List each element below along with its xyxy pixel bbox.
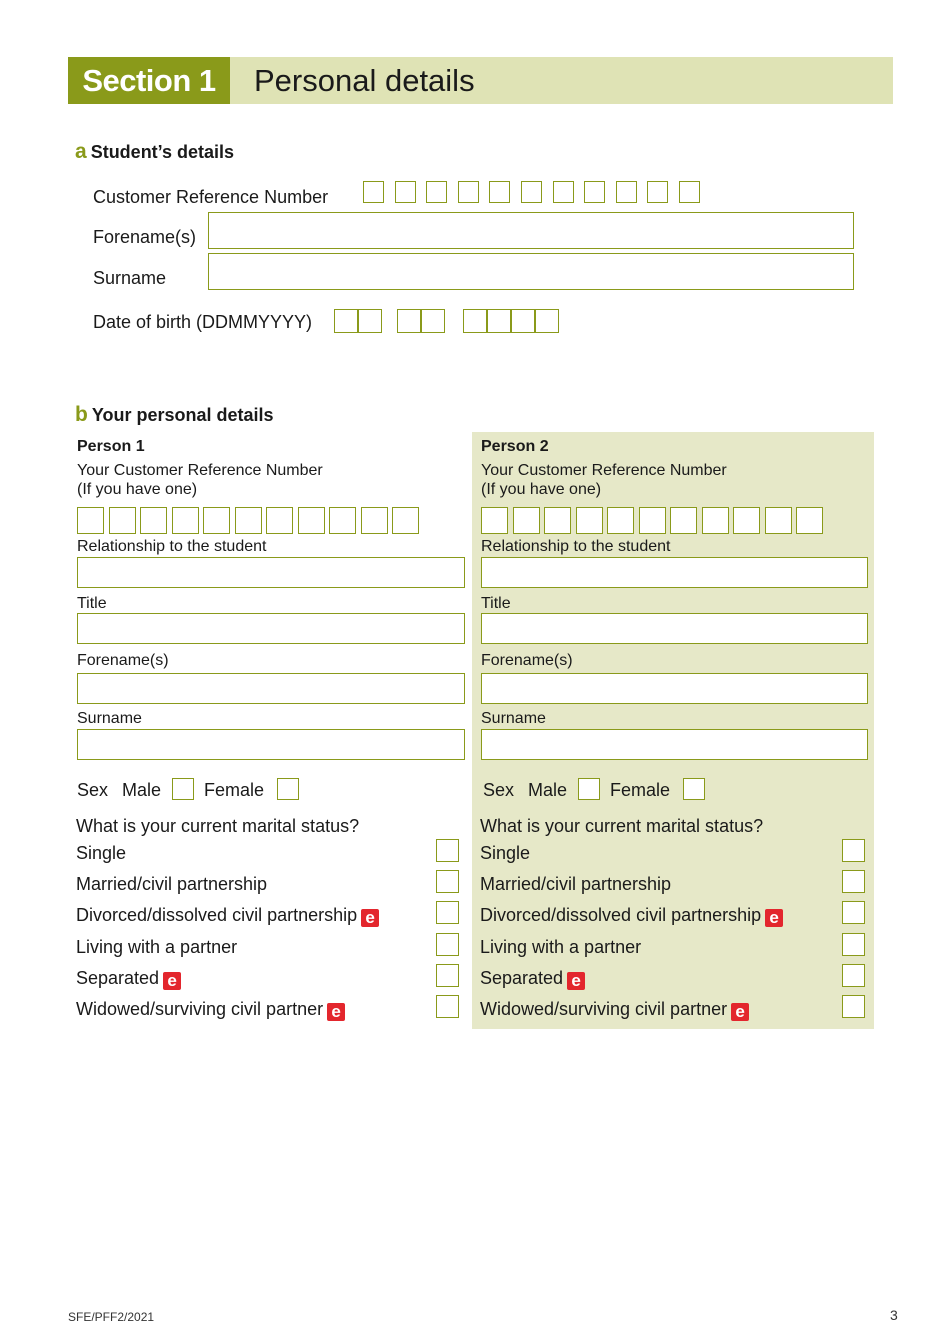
dob-day-box[interactable] xyxy=(358,309,382,333)
person-1-marital-option-label: Single xyxy=(76,843,127,863)
person-2-surname-field[interactable] xyxy=(481,729,868,760)
person-2-marital-checkbox[interactable] xyxy=(842,839,865,862)
person-1-title-field[interactable] xyxy=(77,613,465,644)
person-1-marital-option xyxy=(76,842,126,864)
evidence-required-icon: e xyxy=(731,1003,749,1021)
student-crn-digit-box[interactable] xyxy=(521,181,542,203)
person-1-female-label: Female xyxy=(204,780,265,800)
person-2-marital-option xyxy=(480,998,749,1021)
student-surname-field[interactable] xyxy=(208,253,854,290)
person-2-female-checkbox[interactable] xyxy=(683,778,705,800)
person-1-marital-option xyxy=(76,998,345,1021)
student-forename-label: Forename(s) xyxy=(93,227,197,247)
person-2-title-field[interactable] xyxy=(481,613,868,644)
person-2-marital-question: What is your current marital status? xyxy=(480,816,764,836)
part-letter-a: a xyxy=(75,140,87,163)
dob-year-box[interactable] xyxy=(463,309,487,333)
person-1-female-checkbox[interactable] xyxy=(277,778,299,800)
student-crn-label: Customer Reference Number xyxy=(93,187,329,207)
person-2-title-label: Title xyxy=(481,595,511,612)
person-2-sex-label: Sex xyxy=(483,780,515,800)
students-details-heading xyxy=(75,140,234,164)
person-2-crn-digit-box[interactable] xyxy=(481,507,508,534)
person-2-marital-option xyxy=(480,967,585,990)
person-1-crn-digit-box[interactable] xyxy=(392,507,419,534)
section-title: Personal details xyxy=(254,63,475,98)
personal-details-heading xyxy=(75,403,274,427)
person-1-marital-checkbox[interactable] xyxy=(436,839,459,862)
person-1-crn-digit-box[interactable] xyxy=(77,507,104,534)
person-1-marital-option-label: Living with a partner xyxy=(76,936,238,957)
person-2-marital-option-label: Separated xyxy=(480,967,564,988)
person-2-crn-digit-box[interactable] xyxy=(670,507,697,534)
person-1-relationship-label: Relationship to the student xyxy=(77,538,267,555)
student-dob-label: Date of birth (DDMMYYYY) xyxy=(93,312,313,332)
person-2-relationship-field[interactable] xyxy=(481,557,868,588)
person-1-crn-digit-box[interactable] xyxy=(109,507,136,534)
person-2-relationship-label: Relationship to the student xyxy=(481,538,671,555)
person-1-marital-question: What is your current marital status? xyxy=(76,816,360,836)
person-1-marital-checkbox[interactable] xyxy=(436,870,459,893)
person-1-title-label: Title xyxy=(77,595,107,612)
person-2-marital-checkbox[interactable] xyxy=(842,933,865,956)
personal-details-heading-text: Your personal details xyxy=(91,405,274,425)
person-2-female-label: Female xyxy=(610,780,671,800)
dob-year-box[interactable] xyxy=(487,309,511,333)
person-1-crn-digit-box[interactable] xyxy=(172,507,199,534)
evidence-required-icon: e xyxy=(163,972,181,990)
person-2-male-checkbox[interactable] xyxy=(578,778,600,800)
dob-month-box[interactable] xyxy=(421,309,445,333)
person-1-male-checkbox[interactable] xyxy=(172,778,194,800)
person-1-surname-field[interactable] xyxy=(77,729,465,760)
person-2-marital-checkbox[interactable] xyxy=(842,870,865,893)
person-2-marital-option xyxy=(480,842,530,864)
student-crn-digit-box[interactable] xyxy=(616,181,637,203)
person-2-crn-digit-box[interactable] xyxy=(702,507,729,534)
evidence-required-icon: e xyxy=(327,1003,345,1021)
person-1-crn-digit-box[interactable] xyxy=(298,507,325,534)
person-1-marital-checkbox[interactable] xyxy=(436,964,459,987)
student-crn-digit-box[interactable] xyxy=(395,181,416,203)
person-1-male-label: Male xyxy=(122,780,162,800)
student-crn-digit-box[interactable] xyxy=(679,181,700,203)
person-1-marital-checkbox[interactable] xyxy=(436,901,459,924)
person-1-crn-digit-box[interactable] xyxy=(329,507,356,534)
person-1-marital-checkbox[interactable] xyxy=(436,933,459,956)
person-1-marital-option xyxy=(76,873,267,895)
person-1-crn-note: (If you have one) xyxy=(77,481,198,498)
person-2-crn-digit-box[interactable] xyxy=(607,507,634,534)
person-1-marital-option-label: Widowed/surviving civil partner xyxy=(76,999,324,1019)
students-details-heading-text: Student’s details xyxy=(90,142,235,162)
person-1-crn-digit-box[interactable] xyxy=(203,507,230,534)
person-1-sex-label: Sex xyxy=(77,780,109,800)
person-1-crn-digit-box[interactable] xyxy=(235,507,262,534)
evidence-required-icon: e xyxy=(567,972,585,990)
person-2-crn-digit-box[interactable] xyxy=(733,507,760,534)
student-crn-digit-box[interactable] xyxy=(363,181,384,203)
person-1-crn-digit-box[interactable] xyxy=(266,507,293,534)
student-surname-label: Surname xyxy=(93,268,167,288)
person-2-forename-field[interactable] xyxy=(481,673,868,704)
student-crn-digit-box[interactable] xyxy=(489,181,510,203)
page-number: 3 xyxy=(890,1307,898,1323)
person-2-heading: Person 2 xyxy=(481,438,549,455)
person-1-surname-label: Surname xyxy=(77,710,142,727)
person-1-crn-digit-box[interactable] xyxy=(140,507,167,534)
person-2-marital-option-label: Married/civil partnership xyxy=(480,874,672,895)
student-crn-digit-box[interactable] xyxy=(458,181,479,203)
person-1-marital-option xyxy=(76,967,181,990)
person-1-relationship-field[interactable] xyxy=(77,557,465,588)
form-code: SFE/PFF2/2021 xyxy=(68,1310,155,1324)
person-2-male-label: Male xyxy=(528,780,568,800)
person-1-forename-label: Forename(s) xyxy=(77,652,169,669)
person-2-crn-digit-box[interactable] xyxy=(513,507,540,534)
person-1-marital-option-label: Divorced/dissolved civil partnership xyxy=(76,905,358,926)
person-2-marital-option-label: Divorced/dissolved civil partnership xyxy=(480,905,762,926)
person-2-marital-option-label: Living with a partner xyxy=(480,936,642,957)
person-2-marital-option-label: Single xyxy=(480,843,531,863)
student-crn-digit-box[interactable] xyxy=(426,181,447,203)
part-letter-b: b xyxy=(75,403,88,426)
person-1-marital-option-label: Married/civil partnership xyxy=(76,874,268,895)
person-2-crn-digit-box[interactable] xyxy=(544,507,571,534)
person-1-crn-digit-box[interactable] xyxy=(361,507,388,534)
person-1-crn-label: Your Customer Reference Number xyxy=(77,462,323,479)
dob-year-box[interactable] xyxy=(511,309,535,333)
section-number: Section 1 xyxy=(68,57,230,104)
student-forename-field[interactable] xyxy=(208,212,854,249)
student-crn-digit-box[interactable] xyxy=(647,181,668,203)
student-crn-digit-box[interactable] xyxy=(584,181,605,203)
dob-year-box[interactable] xyxy=(535,309,559,333)
evidence-required-icon: e xyxy=(765,909,783,927)
person-2-marital-checkbox[interactable] xyxy=(842,964,865,987)
person-1-heading: Person 1 xyxy=(77,438,145,455)
person-2-crn-digit-box[interactable] xyxy=(576,507,603,534)
person-2-crn-note: (If you have one) xyxy=(481,481,602,498)
person-2-marital-checkbox[interactable] xyxy=(842,995,865,1018)
person-2-marital-option xyxy=(480,904,783,927)
person-2-marital-option-label: Widowed/surviving civil partner xyxy=(480,999,728,1019)
person-1-forename-field[interactable] xyxy=(77,673,465,704)
person-1-marital-option-label: Separated xyxy=(76,967,160,988)
person-2-crn-digit-box[interactable] xyxy=(765,507,792,534)
student-crn-digit-box[interactable] xyxy=(553,181,574,203)
person-2-marital-option xyxy=(480,936,641,958)
person-1-marital-option xyxy=(76,936,237,958)
person-2-crn-digit-box[interactable] xyxy=(796,507,823,534)
person-2-crn-label: Your Customer Reference Number xyxy=(481,462,727,479)
dob-day-box[interactable] xyxy=(334,309,358,333)
dob-month-box[interactable] xyxy=(397,309,421,333)
person-1-marital-option xyxy=(76,904,379,927)
evidence-required-icon: e xyxy=(361,909,379,927)
person-2-marital-option xyxy=(480,873,671,895)
person-2-crn-digit-box[interactable] xyxy=(639,507,666,534)
person-1-marital-checkbox[interactable] xyxy=(436,995,459,1018)
person-2-forename-label: Forename(s) xyxy=(481,652,573,669)
person-2-marital-checkbox[interactable] xyxy=(842,901,865,924)
person-2-surname-label: Surname xyxy=(481,710,546,727)
